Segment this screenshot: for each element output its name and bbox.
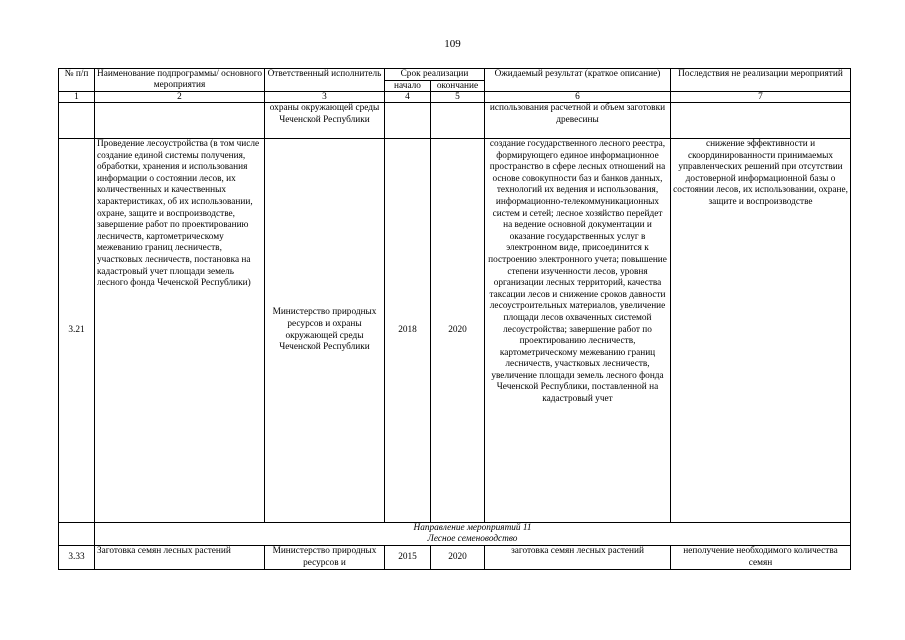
- header-row: [59, 69, 851, 81]
- cell-name: Заготовка семян лесных растений: [95, 546, 265, 570]
- program-table: [58, 68, 851, 570]
- table-row-direction: [59, 523, 851, 546]
- column-number: 6: [485, 92, 671, 103]
- column-number: 1: [59, 92, 95, 103]
- table-row-3-33: [59, 546, 851, 570]
- cell-consequences: снижение эффективности и скоординированности принимаемых управленческих решений при отсутствии достоверной информационной базы о состоянии лесов, их использовании, охране, защите и воспроизводстве: [671, 139, 851, 523]
- cell-responsible: Министерство природных ресурсов и охраны окружающей среды Чеченской Республики: [265, 139, 385, 523]
- cell-end: 2020: [431, 546, 485, 570]
- column-number: 4: [385, 92, 431, 103]
- cell-end: 2020: [431, 139, 485, 523]
- direction-heading: [95, 523, 851, 546]
- header-name: Наименование подпрограммы/ основного мероприятия: [95, 69, 265, 92]
- column-number: 2: [95, 92, 265, 103]
- header-end: окончание: [431, 80, 485, 92]
- direction-subtitle: Лесное семеноводство: [427, 534, 518, 544]
- header-num: № п/п: [59, 69, 95, 92]
- cell-consequences: неполучение необходимого количества семян: [671, 546, 851, 570]
- cell-responsible: Министерство природных ресурсов и: [265, 546, 385, 570]
- cell-start: 2015: [385, 546, 431, 570]
- header-consequences: Последствия не реализации мероприятий: [671, 69, 851, 92]
- header-responsible: Ответственный исполнитель: [265, 69, 385, 92]
- header-result: Ожидаемый результат (краткое описание): [485, 69, 671, 92]
- cell-num: 3.21: [59, 139, 95, 523]
- table-row-3-21: [59, 139, 851, 523]
- cell-start: 2018: [385, 139, 431, 523]
- column-number: 7: [671, 92, 851, 103]
- cell-result: заготовка семян лесных растений: [485, 546, 671, 570]
- cell-result: использования расчетной и объем заготовки древесины: [485, 103, 671, 139]
- column-number: 5: [431, 92, 485, 103]
- page-number: 109: [444, 38, 461, 50]
- cell-name: Проведение лесоустройства (в том числе создание единой системы получения, обработки, хранения и использования информации о состоянии лесов, их количественных и качественных характеристиках, об их использовании, охране, защите и воспроизводстве, завершение работ по проектированию лесничеств, картометрическому межеванию границ лесничеств, участковых лесничеств, постановка на кадастровый учет площади земель лесного фонда Чеченской Республики): [95, 139, 265, 523]
- header-start: начало: [385, 80, 431, 92]
- column-number-row: [59, 92, 851, 103]
- cell-responsible: охраны окружающей среды Чеченской Республики: [265, 103, 385, 139]
- direction-title: Направление мероприятий 11: [413, 523, 532, 533]
- cell-num: 3.33: [59, 546, 95, 570]
- column-number: 3: [265, 92, 385, 103]
- table-row-continuation: [59, 103, 851, 139]
- header-period: Срок реализации: [385, 69, 485, 81]
- cell-result: создание государственного лесного реестра, формирующего единое информационное пространство в сфере лесных отношений на основе совокупности баз и банков данных, технологий их ведения и использования, информационно-телекоммуникационных систем и сетей; лесное хозяйство перейдет на ведение основной документации и оказание государственных услуг в электронном виде, присоединится к построению электронного учета; повышение степени изученности лесов, уровня организации лесных территорий, качества таксации лесов и снижение сроков давности лесоустроительных материалов, увеличение площади лесов охваченных системой лесоустройства; завершение работ по проектированию лесничеств, картометрическому межеванию границ лесничеств, участковых лесничеств, увеличение площади земель лесного фонда Чеченской Республики, поставленной на кадастровый учет: [485, 139, 671, 523]
